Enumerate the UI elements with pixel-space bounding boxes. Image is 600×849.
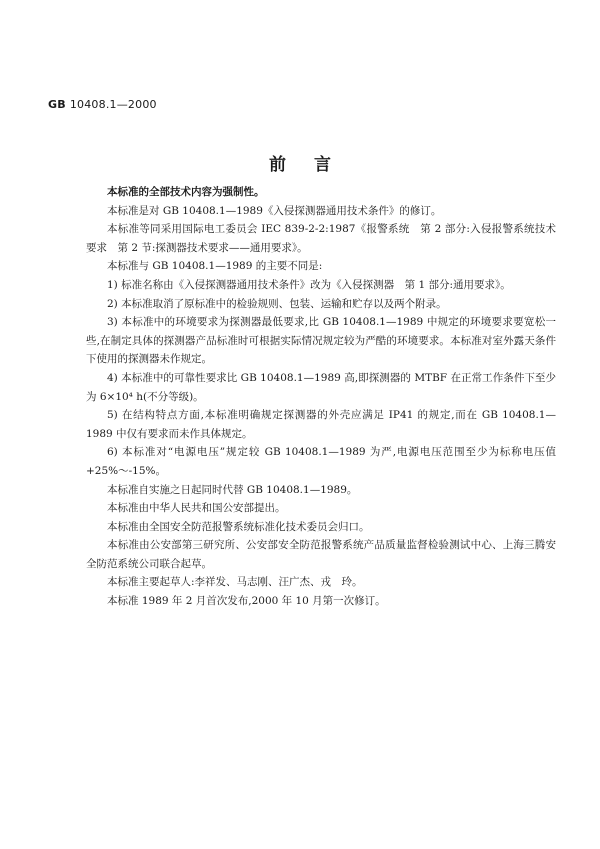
paragraph-history: 本标准 1989 年 2 月首次发布,2000 年 10 月第一次修订。 bbox=[107, 595, 386, 608]
standard-code-prefix: GB bbox=[48, 98, 66, 111]
paragraph-drafters: 本标准主要起草人:李祥发、马志刚、汪广杰、戎 玲。 bbox=[107, 576, 363, 589]
paragraph-committee: 本标准由全国安全防范报警系统标准化技术委员会归口。 bbox=[107, 520, 370, 533]
standard-code-number: 10408.1—2000 bbox=[69, 98, 157, 111]
paragraph-difference-4: 4) 本标准中的可靠性要求比 GB 10408.1—1989 高,即探测器的 MTBF 在正常工作条件下至少为 6×10⁴ h(不分等级)。 bbox=[86, 371, 556, 403]
foreword-body bbox=[86, 183, 556, 611]
paragraph-proposer: 本标准由中华人民共和国公安部提出。 bbox=[107, 502, 286, 515]
paragraph-revision: 本标准是对 GB 10408.1—1989《入侵探测器通用技术条件》的修订。 bbox=[107, 204, 442, 217]
standard-code-header bbox=[48, 98, 157, 111]
paragraph-differences-intro: 本标准与 GB 10408.1—1989 的主要不同是: bbox=[107, 260, 323, 273]
paragraph-difference-1: 1) 标准名称由《入侵探测器通用技术条件》改为《入侵探测器 第 1 部分:通用要求》。 bbox=[107, 278, 511, 291]
paragraph-difference-5: 5) 在结构特点方面,本标准明确规定探测器的外壳应满足 IP41 的规定,而在 GB 10408.1—1989 中仅有要求而未作具体规定。 bbox=[86, 409, 556, 440]
paragraph-replacement: 本标准自实施之日起同时代替 GB 10408.1—1989。 bbox=[107, 483, 358, 496]
paragraph-drafters-org: 本标准由公安部第三研究所、公安部安全防范报警系统产品质量监督检验测试中心、上海三腾安全防范系统公司联合起草。 bbox=[86, 539, 556, 570]
paragraph-difference-2: 2) 本标准取消了原标准中的检验规则、包装、运输和贮存以及两个附录。 bbox=[107, 297, 447, 310]
paragraph-difference-6: 6) 本标准对“电源电压”规定较 GB 10408.1—1989 为严,电源电压范围至少为标称电压值 +25%～-15%。 bbox=[86, 446, 556, 477]
page-title: 前言 bbox=[269, 155, 359, 175]
paragraph-mandatory-statement: 本标准的全部技术内容为强制性。 bbox=[107, 186, 265, 198]
paragraph-adoption: 本标准等同采用国际电工委员会 IEC 839-2-2:1987《报警系统 第 2 部分:入侵报警系统技术要求 第 2 节:探测器技术要求——通用要求》。 bbox=[86, 223, 556, 254]
paragraph-difference-3: 3) 本标准中的环境要求为探测器最低要求,比 GB 10408.1—1989 中规定的环境要求要宽松一些,在制定具体的探测器产品标准时可根据实际情况规定较为严酷的环境要求。本标准对室外露天条件下使用的探测器未作规定。 bbox=[86, 316, 556, 366]
